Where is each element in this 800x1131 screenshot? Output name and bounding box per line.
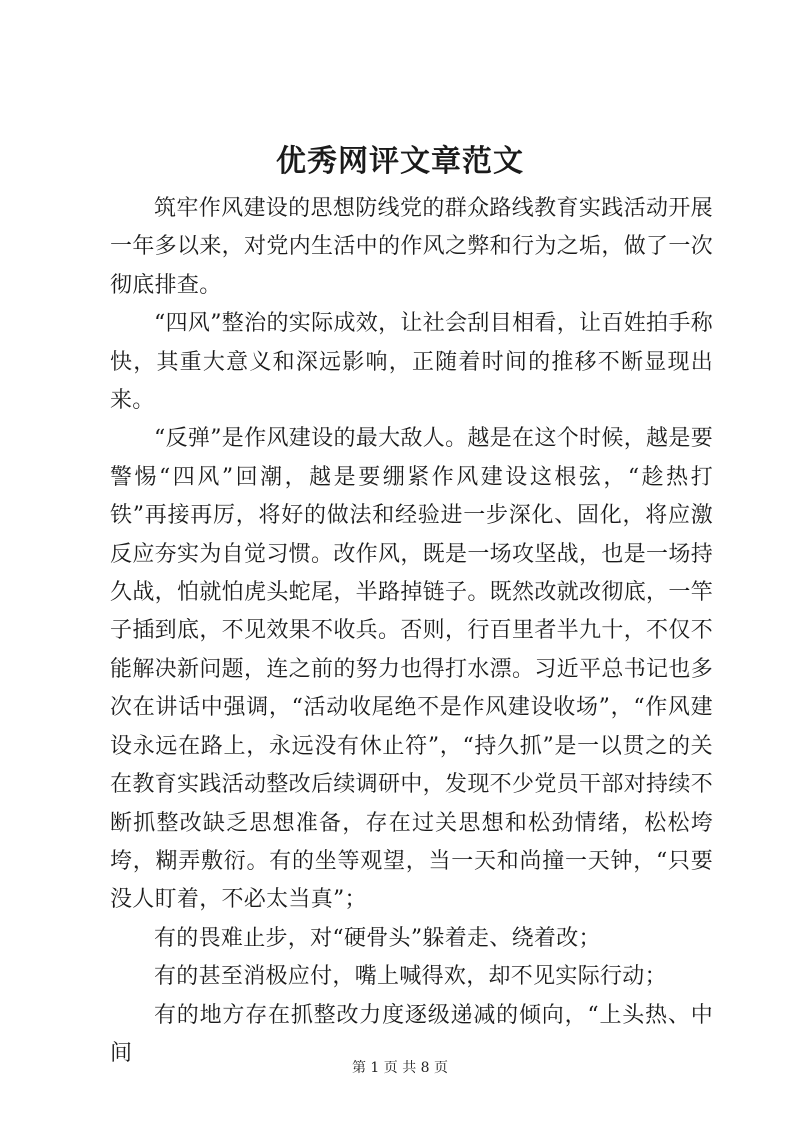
- paragraph: 有的甚至消极应付，嘴上喊得欢，却不见实际行动；: [154, 964, 667, 990]
- paragraph: 筑牢作风建设的思想防线党的群众路线教育实践活动开展一年多以来，对党内生活中的作风之弊和行为之垢，做了一次彻底排查。: [110, 196, 713, 298]
- page-footer: 第 1 页 共 8 页: [351, 1060, 449, 1076]
- document-title: 优秀网评文章范文: [276, 144, 524, 179]
- document-body: [110, 190, 713, 1073]
- paragraph: 有的地方存在抓整改力度逐级递减的倾向，“上头热、中间: [110, 1002, 713, 1066]
- paragraph: 有的畏难止步，对“硬骨头”躲着走、绕着改；: [154, 925, 601, 951]
- paragraph: “反弹”是作风建设的最大敌人。越是在这个时候，越是要警惕“四风”回潮，越是要绷紧作风建设这根弦，“趁热打铁”再接再厉，将好的做法和经验进一步深化、固化，将应激反应夯实为自觉习惯。改作风，既是一场攻坚战，也是一场持久战，怕就怕虎头蛇尾，半路掉链子。既然改就改彻底，一竿子插到底，不见效果不收兵。否则，行百里者半九十，不仅不能解决新问题，连之前的努力也得打水漂。习近平总书记也多次在讲话中强调，“活动收尾绝不是作风建设收场”，“作风建设永远在路上，永远没有休止符”，“持久抓”是一以贯之的关在教育实践活动整改后续调研中，发现不少党员干部对持续不断抓整改缺乏思想准备，存在过关思想和松劲情绪，松松垮垮，糊弄敷衍。有的坐等观望，当一天和尚撞一天钟，“只要没人盯着，不必太当真”；: [110, 426, 713, 913]
- paragraph: “四风”整治的实际成效，让社会刮目相看，让百姓拍手称快，其重大意义和深远影响，正随着时间的推移不断显现出来。: [110, 311, 713, 414]
